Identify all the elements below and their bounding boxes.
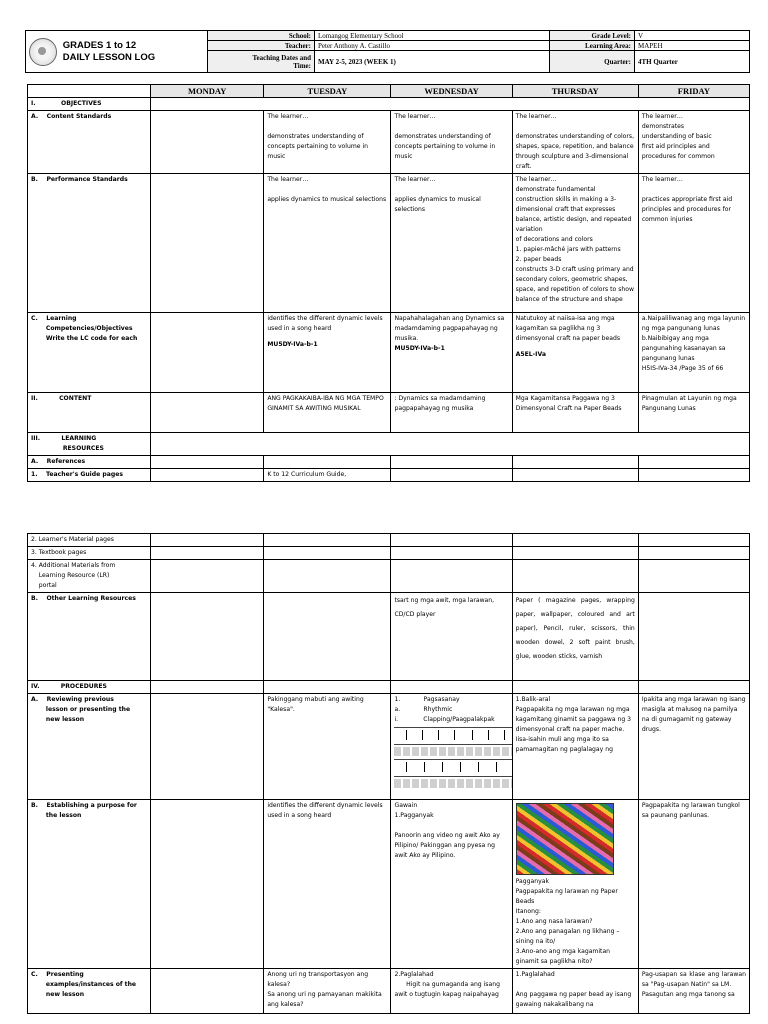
purpose-thu-text: Pagganyak Pagpapakita ng larawan ng Paper Beads Itanong: 1.Ano ang nasa larawan? 2.Ano ang panagalan ng likhang –sining na ito/ 3.Ano-ano ang mga kagamitan ginamit sa paglikha nito? [515,878,620,965]
school-label: School: [208,31,315,41]
teacher-value: Peter Anthony A. Castillo [315,41,550,51]
performance-standards-mon [151,174,264,313]
content-thu: Mga Kagamitansa Paggawa ng 3 Dimensyonal Craft na Paper Beads [512,393,638,433]
competencies-thu-text: Natutukoy at naiisa-isa ang mga kagamitan sa paglikha ng 3 dimensyonal craft na paper beads [515,315,621,342]
performance-standards-wed: The learner… applies dynamics to musical selections [391,174,512,313]
performance-standards-fri: The learner… practices appropriate first aid principles and procedures for common injuries [638,174,749,313]
objectives-heading: I. OBJECTIVES [28,98,151,111]
day-header-wednesday: WEDNESDAY [391,85,512,98]
competencies-wed [391,313,512,393]
content-standards-mon [151,111,264,174]
reviewing-label: A. Reviewing previous lesson or presenting the new lesson [28,694,151,800]
content-standards-thu: The learner… demonstrates understanding of colors, shapes, space, repetition, and balance through sculpture and 3-dimensional craft. [512,111,638,174]
content-standards-fri: The learner… demonstrates understanding of basic first aid principles and procedures for common [638,111,749,174]
purpose-wed: Gawain 1.Pagganyak Panoorin ang video ng awit Ako ay Pilipino/ Pakinggan ang pyesa ng awit Ako ay Pilipino. [391,800,512,969]
reviewing-wed-line3: i. Clapping/Paagpalakpak [394,716,495,723]
procedures-heading: IV. PROCEDURES [28,681,151,694]
deped-seal-icon [29,38,57,66]
additional-materials-label: 4. Additional Materials from Learning Resource (LR) portal [28,560,151,593]
document-title: GRADES 1 to 12 DAILY LESSON LOG [62,39,156,63]
competencies-wed-text: Napahahalagahan ang Dynamics sa madamdaming pagpapahayag ng musika. [394,315,505,342]
day-header-friday: FRIDAY [638,85,749,98]
performance-standards-thu: The learner… demonstrate fundamental construction skills in making a 3-dimensional craft that expresses balance, artistic design, and repeated variation of decorations and colors 1. papier-mâché jars with patterns 2. paper beads constructs 3-D craft using primary and secondary colors, geometric shapes, space, and repetition of colors to show balance of the structure and shape [512,174,638,313]
quarter-value: 4TH Quarter [635,51,750,73]
competencies-wed-code: MU5DY-IVa-b-1 [394,345,445,352]
content-label: II. CONTENT [28,393,151,433]
content-wed: : Dynamics sa madamdaming pagpapahayag ng musika [391,393,512,433]
content-standards-wed: The learner… demonstrates understanding of concepts pertaining to volume in music [391,111,512,174]
competencies-label: C. Learning Competencies/Objectives Write the LC code for each [28,313,151,393]
competencies-tue-text: identifies the different dynamic levels used in a song heard [267,315,383,332]
header-block [25,30,750,73]
dates-value: MAY 2-5, 2023 (WEEK 1) [315,51,550,73]
references-label: A. References [28,456,151,469]
content-fri: Pinagmulan at Layunin ng mga Pangunang Lunas [638,393,749,433]
other-resources-thu: Paper ( magazine pages, wrapping paper, wallpaper, coloured and art paper), Pencil, ruler, scissors, thin wooden dowel, 2 soft paint brush, glue, wooden sticks, varnish [512,593,638,681]
performance-standards-tue: The learner… applies dynamics to musical selections [264,174,391,313]
learning-resources-heading: III. LEARNING RESOURCES [28,433,151,456]
reviewing-thu: 1.Balik-aral Pagpapakita ng mga larawan ng mga kagamitang ginamit sa paggawa ng 3 dimensyonal craft na paper mache. Iisa-isahin muli ang mga ito sa pamamagitan ng paglalagay ng [512,694,638,800]
competencies-fri: a.Naipaliliwanag ang mga layunin ng mga pangunang lunas b.Naibibigay ang mga pangunahing kasanayan sa pangunang lunas H5IS-IVa-34 /Page 35 of 66 [638,313,749,393]
rhythm-pattern-image [394,727,512,785]
presenting-label: C. Presenting examples/instances of the new lesson [28,969,151,1014]
content-tue: ANG PAGKAKAIBA-IBA NG MGA TEMPO GINAMIT SA AWITING MUSIKAL [264,393,391,433]
grade-label: Grade Level: [550,31,635,41]
content-mon [151,393,264,433]
competencies-tue [264,313,391,393]
presenting-thu: 1.Paglalahad Ang paggawa ng paper bead ay isang gawaing nakakalibang na [512,969,638,1014]
competencies-thu-code: A5EL-IVa [515,351,546,358]
reviewing-fri: Ipakita ang mga larawan ng isang masigla at malusog na pamilya na di gumagamit ng gateway drugs. [638,694,749,800]
content-standards-label: A. Content Standards [28,111,151,174]
area-value: MAPEH [635,41,750,51]
school-value: Lomangog Elementary School [315,31,550,41]
reviewing-wed [391,694,512,800]
area-label: Learning Area: [550,41,635,51]
paper-beads-image [516,803,614,875]
reviewing-wed-line1: 1. Pagsasanay [394,696,460,703]
quarter-label: Quarter: [550,51,635,73]
competencies-tue-code: MU5DY-IVa-b-1 [267,341,318,348]
teachers-guide-tue: K to 12 Curriculum Guide, [264,469,391,482]
other-resources-wed: tsart ng mga awit, mga larawan, CD/CD player [391,593,512,681]
other-resources-label: B. Other Learning Resources [28,593,151,681]
presenting-fri: Pag-usapan sa klase ang larawan sa "Pag-usapan Natin" sa LM. Pasagutan ang mga tanong sa [638,969,749,1014]
presenting-tue: Anong uri ng transportasyon ang kalesa? Sa anong uri ng pamayanan makikita ang kalesa? [264,969,391,1014]
dates-label: Teaching Dates and Time: [208,51,315,73]
lesson-table-part1 [27,84,750,482]
title-cell [26,31,208,73]
competencies-thu [512,313,638,393]
teacher-label: Teacher: [208,41,315,51]
performance-standards-label: B. Performance Standards [28,174,151,313]
teachers-guide-label: 1. Teacher's Guide pages [28,469,151,482]
lesson-table-part2 [27,533,750,1014]
content-standards-tue: The learner… demonstrates understanding of concepts pertaining to volume in music [264,111,391,174]
purpose-label: B. Establishing a purpose for the lesson [28,800,151,969]
grade-value: V [635,31,750,41]
learners-material-label: 2. Learner's Material pages [28,534,151,547]
presenting-wed: 2.Paglalahad Higit na gumaganda ang isang awit o tugtugin kapag naipahayag [391,969,512,1014]
purpose-thu [512,800,638,969]
reviewing-tue: Pakinggang mabuti ang awiting "Kalesa". [264,694,391,800]
day-header-tuesday: TUESDAY [264,85,391,98]
purpose-fri: Pagpapakita ng larawan tungkol sa paunang panlunas. [638,800,749,969]
reviewing-wed-line2: a. Rhythmic [394,706,453,713]
textbook-label: 3. Textbook pages [28,547,151,560]
purpose-tue: identifies the different dynamic levels used in a song heard [264,800,391,969]
day-header-monday: MONDAY [151,85,264,98]
day-header-thursday: THURSDAY [512,85,638,98]
competencies-mon [151,313,264,393]
